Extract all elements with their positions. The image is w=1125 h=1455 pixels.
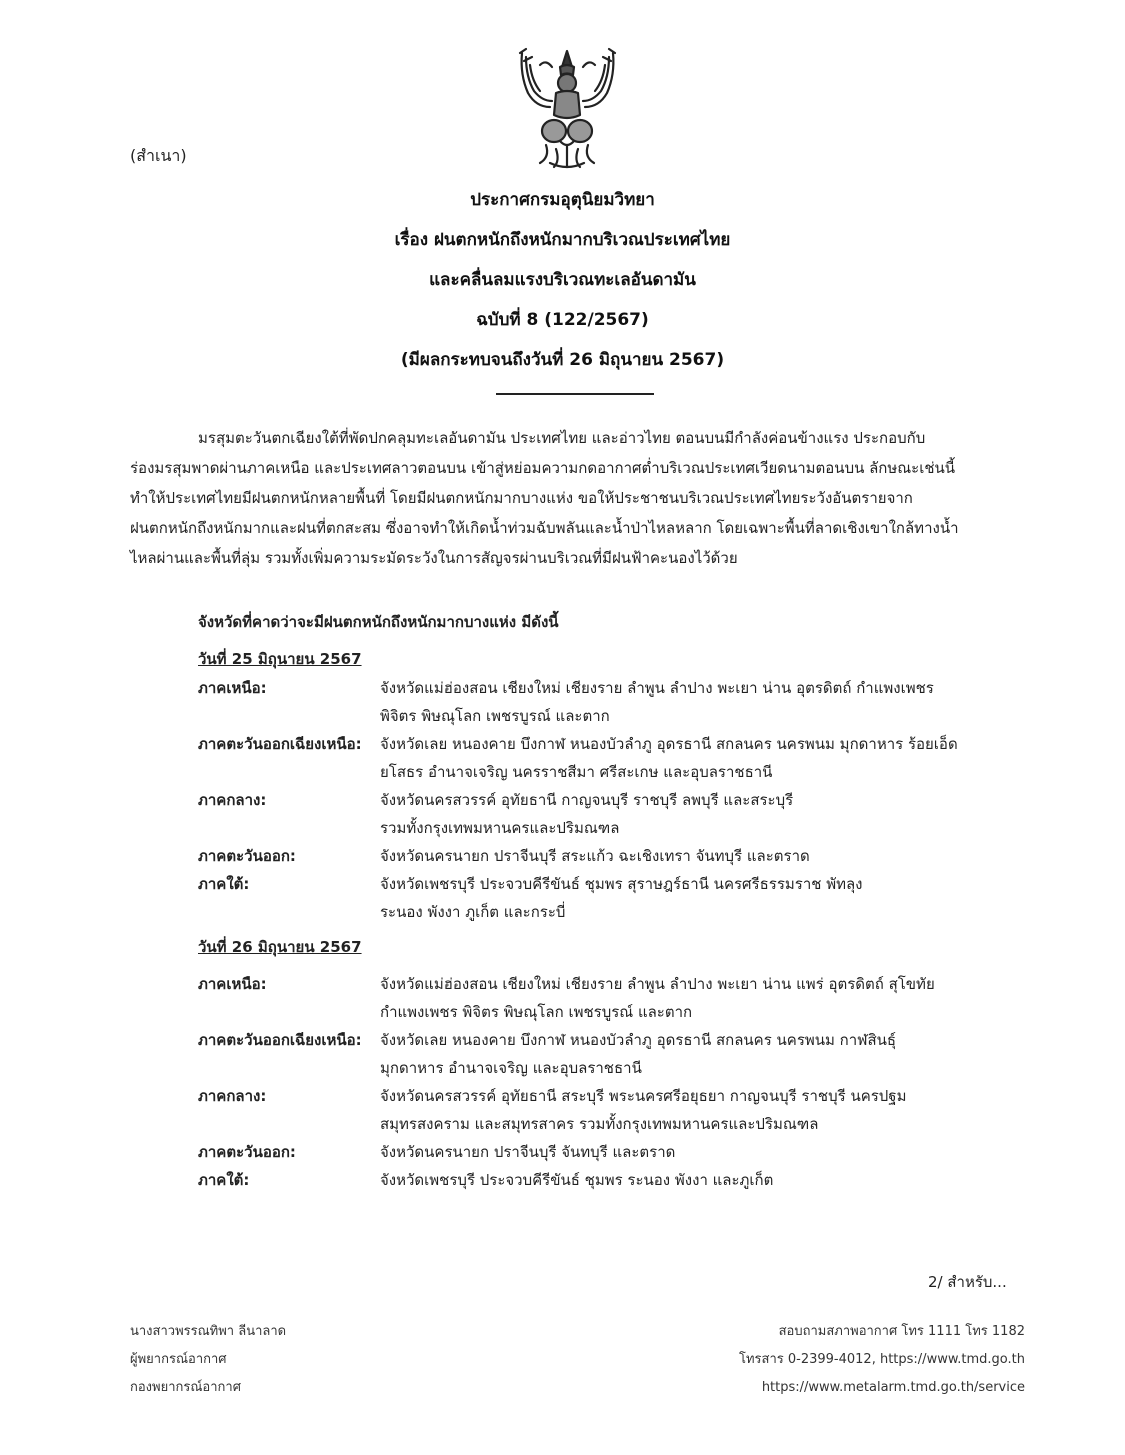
- provinces-line: สมุทรสงคราม และสมุทรสาคร รวมทั้งกรุงเทพมหานครและปริมณฑล: [380, 1115, 819, 1133]
- region-provinces: [380, 870, 1028, 926]
- region-provinces: [380, 1166, 1028, 1194]
- paragraph-line: ร่องมรสุมพาดผ่านภาคเหนือ และประเทศลาวตอนบน เข้าสู่หย่อมความกดอากาศต่ำบริเวณประเทศเวียดนามตอนบน ลักษณะเช่นนี้: [130, 459, 956, 477]
- region-provinces: [380, 1082, 1028, 1138]
- copy-mark: (สำเนา): [130, 146, 187, 165]
- inquiry-phone: สอบถามสภาพอากาศ โทร 1111 โทร 1182: [778, 1324, 1025, 1339]
- fax-and-website[interactable]: โทรสาร 0-2399-4012, https://www.tmd.go.th: [739, 1352, 1025, 1367]
- region-row: [198, 1138, 1028, 1166]
- paragraph-line: ทำให้ประเทศไทยมีฝนตกหนักหลายพื้นที่ โดยมีฝนตกหนักมากบางแห่ง ขอให้ประชาชนบริเวณประเทศไทยระวังอันตรายจาก: [130, 489, 913, 507]
- region-row: [198, 1166, 1028, 1194]
- region-row: [198, 970, 1028, 1026]
- provinces-line: รวมทั้งกรุงเทพมหานครและปริมณฑล: [380, 819, 620, 837]
- body-paragraph: [130, 423, 1030, 573]
- provinces-line: จังหวัดนครสวรรค์ อุทัยธานี สระบุรี พระนครศรีอยุธยา กาญจนบุรี ราชบุรี นครปฐม: [380, 1087, 907, 1105]
- region-provinces: [380, 730, 1028, 786]
- forecast-day: [198, 932, 1028, 1194]
- region-label: ภาคตะวันออกเฉียงเหนือ:: [198, 735, 362, 753]
- issue-number: ฉบับที่ 8 (122/2567): [476, 310, 649, 330]
- provinces-line: จังหวัดเพชรบุรี ประจวบคีรีขันธ์ ชุมพร สุราษฎร์ธานี นครศรีธรรมราช พัทลุง: [380, 875, 863, 893]
- region-provinces: [380, 1138, 1028, 1166]
- region-label: ภาคเหนือ:: [198, 975, 267, 993]
- region-provinces: [380, 674, 1028, 730]
- region-row: [198, 786, 1028, 842]
- day-heading: วันที่ 26 มิถุนายน 2567: [198, 938, 362, 956]
- title-divider: [496, 393, 654, 395]
- subject-line-2: และคลื่นลมแรงบริเวณทะเลอันดามัน: [429, 270, 696, 290]
- provinces-line: จังหวัดแม่ฮ่องสอน เชียงใหม่ เชียงราย ลำพูน ลำปาง พะเยา น่าน อุตรดิตถ์ กำแพงเพชร: [380, 679, 934, 697]
- forecaster-signature: [130, 1318, 286, 1402]
- region-label: ภาคใต้:: [198, 1171, 250, 1189]
- region-row: [198, 730, 1028, 786]
- region-provinces: [380, 1026, 1028, 1082]
- region-label: ภาคตะวันออก:: [198, 1143, 296, 1161]
- provinces-line: จังหวัดเลย หนองคาย บึงกาฬ หนองบัวลำภู อุดรธานี สกลนคร นครพนม กาฬสินธุ์: [380, 1031, 897, 1049]
- region-label: ภาคกลาง:: [198, 1087, 267, 1105]
- provinces-line: จังหวัดเพชรบุรี ประจวบคีรีขันธ์ ชุมพร ระนอง พังงา และภูเก็ต: [380, 1171, 774, 1189]
- provinces-line: จังหวัดนครนายก ปราจีนบุรี สระแก้ว ฉะเชิงเทรา จันทบุรี และตราด: [380, 847, 810, 865]
- announcement-title: [0, 180, 1125, 380]
- provinces-line: ระนอง พังงา ภูเก็ต และกระบี่: [380, 903, 566, 921]
- provinces-section: [198, 608, 1028, 1194]
- region-row: [198, 870, 1028, 926]
- region-label: ภาคกลาง:: [198, 791, 267, 809]
- subject-line: เรื่อง ฝนตกหนักถึงหนักมากบริเวณประเทศไทย: [394, 230, 731, 250]
- paragraph-line: มรสุมตะวันตกเฉียงใต้ที่พัดปกคลุมทะเลอันดามัน ประเทศไทย และอ่าวไทย ตอนบนมีกำลังค่อนข้างแรง ประกอบกับ: [198, 429, 926, 447]
- provinces-line: มุกดาหาร อำนาจเจริญ และอุบลราชธานี: [380, 1059, 642, 1077]
- garuda-emblem-icon: [510, 45, 625, 170]
- section-title: จังหวัดที่คาดว่าจะมีฝนตกหนักถึงหนักมากบางแห่ง มีดังนี้: [198, 613, 559, 631]
- issuer-title: ประกาศกรมอุตุนิยมวิทยา: [470, 190, 655, 210]
- region-row: [198, 674, 1028, 730]
- service-link[interactable]: https://www.metalarm.tmd.go.th/service: [761, 1380, 1025, 1395]
- forecaster-name: นางสาวพรรณทิพา ลีนาลาด: [130, 1324, 287, 1339]
- continuation-note: 2/ สำหรับ...: [928, 1273, 1007, 1291]
- region-label: ภาคเหนือ:: [198, 679, 267, 697]
- region-row: [198, 1082, 1028, 1138]
- contact-info: [739, 1318, 1025, 1402]
- provinces-line: จังหวัดนครนายก ปราจีนบุรี จันทบุรี และตราด: [380, 1143, 676, 1161]
- forecast-day: [198, 644, 1028, 926]
- provinces-line: กำแพงเพชร พิจิตร พิษณุโลก เพชรบูรณ์ และตาก: [380, 1003, 693, 1021]
- effective-period: (มีผลกระทบจนถึงวันที่ 26 มิถุนายน 2567): [400, 350, 725, 370]
- region-label: ภาคใต้:: [198, 875, 250, 893]
- day-heading: วันที่ 25 มิถุนายน 2567: [198, 650, 362, 668]
- forecaster-division: กองพยากรณ์อากาศ: [130, 1380, 241, 1395]
- region-provinces: [380, 970, 1028, 1026]
- paragraph-line: ฝนตกหนักถึงหนักมากและฝนที่ตกสะสม ซึ่งอาจทำให้เกิดน้ำท่วมฉับพลันและน้ำป่าไหลหลาก โดยเฉพาะพื้นที่ลาดเชิงเขาใกล้ทางน้ำ: [130, 519, 959, 537]
- provinces-line: จังหวัดนครสวรรค์ อุทัยธานี กาญจนบุรี ราชบุรี ลพบุรี และสระบุรี: [380, 791, 794, 809]
- provinces-line: ยโสธร อำนาจเจริญ นครราชสีมา ศรีสะเกษ และอุบลราชธานี: [380, 763, 773, 781]
- provinces-line: จังหวัดเลย หนองคาย บึงกาฬ หนองบัวลำภู อุดรธานี สกลนคร นครพนม มุกดาหาร ร้อยเอ็ด: [380, 735, 958, 753]
- region-label: ภาคตะวันออกเฉียงเหนือ:: [198, 1031, 362, 1049]
- region-provinces: [380, 786, 1028, 842]
- region-provinces: [380, 842, 1028, 870]
- forecaster-position: ผู้พยากรณ์อากาศ: [130, 1352, 227, 1367]
- region-row: [198, 1026, 1028, 1082]
- paragraph-line: ไหลผ่านและพื้นที่ลุ่ม รวมทั้งเพิ่มความระมัดระวังในการสัญจรผ่านบริเวณที่มีฝนฟ้าคะนองไว้ด้วย: [130, 549, 738, 567]
- region-label: ภาคตะวันออก:: [198, 847, 296, 865]
- provinces-line: จังหวัดแม่ฮ่องสอน เชียงใหม่ เชียงราย ลำพูน ลำปาง พะเยา น่าน แพร่ อุตรดิตถ์ สุโขทัย: [380, 975, 935, 993]
- provinces-line: พิจิตร พิษณุโลก เพชรบูรณ์ และตาก: [380, 707, 610, 725]
- region-row: [198, 842, 1028, 870]
